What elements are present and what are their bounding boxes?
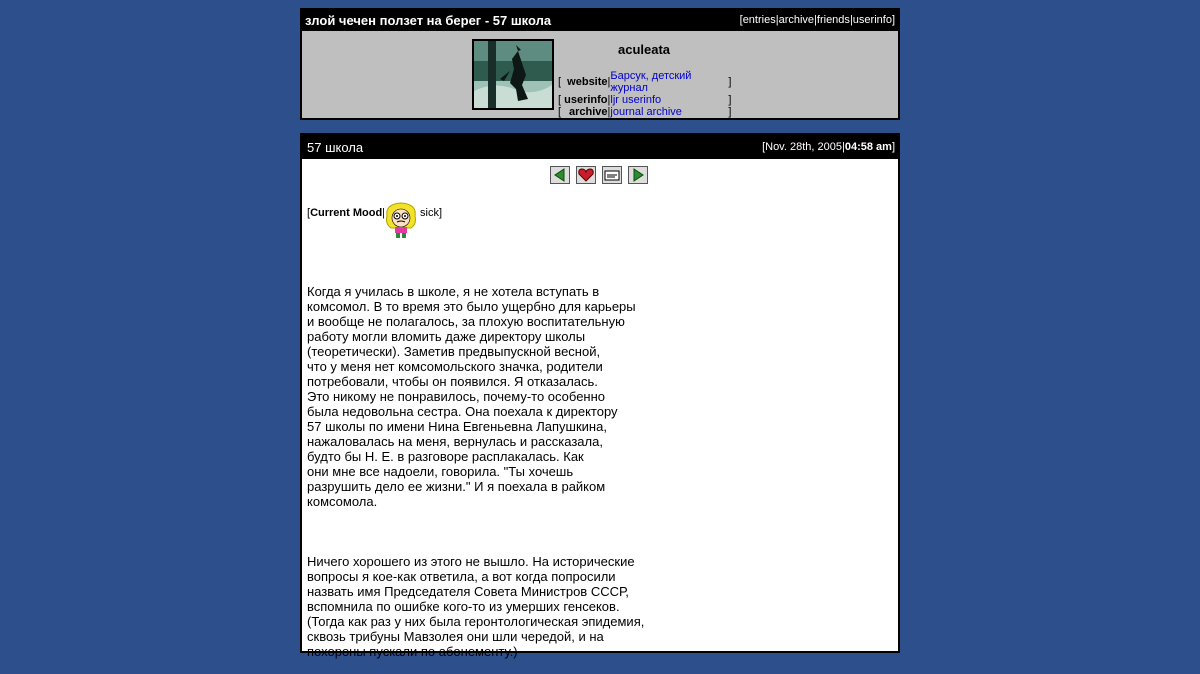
nav-userinfo[interactable]: userinfo [852, 14, 892, 26]
prev-arrow-icon[interactable] [550, 166, 570, 184]
profile-key-userinfo: userinfo [564, 94, 608, 106]
mood-label: Current Mood [310, 207, 383, 219]
profile-key-website: website [567, 76, 608, 88]
profile-links [558, 70, 731, 118]
post-time: 04:58 am [844, 141, 892, 153]
post-paragraph-2: Ничего хорошего из этого не вышло. На исторические вопросы я кое-как ответила, а вот когда попросили назвать имя Председателя Совета Министров СССР, вспомнила по ошибке кого-то из умерших генсеков. (Тогда как раз у них была геронтологическая эпидемия, сквозь трибуны Мавзолея они шли чередой, и на похороны пускали по абонементу.) [307, 554, 645, 659]
profile-username: aculeata [618, 42, 671, 57]
post-paragraph-1: Когда я училась в школе, я не хотела вступать в комсомол. В то время это было ущербно для карьеры и вообще не полагалось, за плохую воспитательную работу могли вломить даже директору школы (теоретически). Заметив предвыпускной весной, что у меня нет комсомольского значка, родители потребовали, чтобы он появился. Я отказалась. Это никому не понравилось, почему-то особенно была недовольна сестра. Она поехала к директору 57 школы по имени Нина Евгеньевна Лапушкина, нажаловалась на меня, вернулась и рассказала, будто бы Н. Е. в разговоре расплакалась. Как они мне все надоели, говорила. "Ты хочешь разрушить дело ее жизни." И я поехала в райком комсомола. [307, 284, 636, 509]
next-arrow-icon[interactable] [628, 166, 648, 184]
profile-row-userinfo: [ userinfo | ljr userinfo ] [558, 94, 732, 106]
post-date: Nov. 28th, 2005 [765, 141, 842, 153]
sick-face-icon [385, 202, 417, 245]
website-link[interactable]: Барсук, детский журнал [610, 70, 692, 94]
post-box [300, 133, 900, 659]
post-subject: 57 школа [307, 140, 364, 155]
userpic[interactable] [472, 39, 554, 110]
mood-label-wrap: [Current Mood| [307, 207, 386, 219]
archive-link[interactable]: journal archive [610, 106, 682, 118]
post-timestamp: [Nov. 28th, 2005|04:58 am] [762, 141, 895, 153]
journal-title: злой чечен ползет на берег - 57 школа [305, 13, 552, 28]
post-body [307, 269, 667, 674]
post-title-bar [302, 135, 898, 159]
mood-value: sick [420, 207, 439, 219]
nav-friends[interactable]: friends [816, 14, 850, 26]
mood-value-wrap: sick] [420, 207, 443, 219]
userinfo-link[interactable]: ljr userinfo [610, 94, 662, 106]
journal-title-bar [302, 10, 898, 31]
nav-archive[interactable]: archive [778, 14, 815, 26]
profile-row-website: [ website | Барсук, детский журнал ] [558, 70, 732, 94]
journal-header-box [300, 8, 900, 120]
profile-key-archive: archive [569, 106, 608, 118]
tell-friend-icon[interactable] [602, 166, 622, 184]
profile-row-archive: [ archive | journal archive ] [558, 106, 732, 118]
heart-icon[interactable] [576, 166, 596, 184]
journal-nav: [entries|archive|friends|userinfo] [739, 14, 895, 26]
nav-entries[interactable]: entries [742, 14, 776, 26]
